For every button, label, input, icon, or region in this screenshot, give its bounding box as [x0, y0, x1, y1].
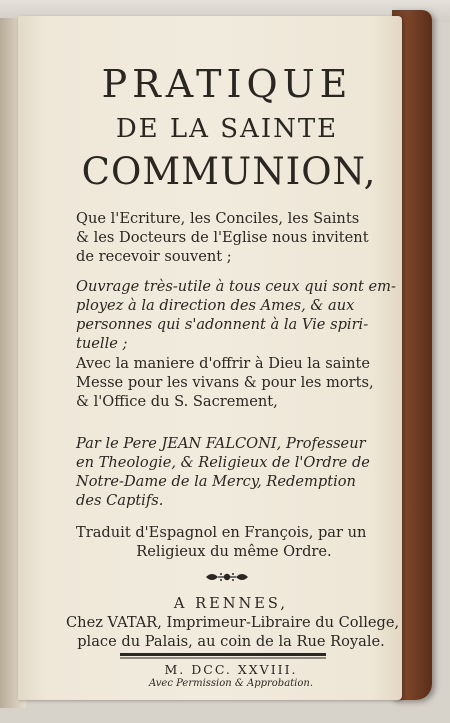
text-line: personnes qui s'adonnent à la Vie spiri- — [76, 316, 369, 333]
author-paragraph — [76, 434, 392, 510]
imprint-address: place du Palais, au coin de la Rue Royale. — [77, 633, 385, 650]
text-line: tuelle ; — [76, 335, 128, 352]
text-line: Messe pour les vivans & pour les morts, — [76, 374, 374, 391]
text-line: en Theologie, & Religieux de l'Ordre de — [76, 454, 370, 471]
text-line: de recevoir souvent ; — [76, 248, 232, 265]
permission-note: Avec Permission & Approbation. — [148, 678, 314, 689]
text-line: ployez à la direction des Ames, & aux — [76, 297, 355, 314]
text-line: Traduit d'Espagnol en François, par un — [76, 524, 367, 541]
text-line: Notre-Dame de la Mercy, Redemption — [76, 473, 356, 490]
text-line: Avec la maniere d'offrir à Dieu la sainte — [76, 355, 371, 372]
title-line-1: PRATIQUE — [101, 62, 353, 106]
text-line: Ouvrage très-utile à tous ceux qui sont em- — [76, 278, 396, 295]
divider-rule — [120, 653, 326, 659]
publication-date: M. DCC. XXVIII. — [164, 662, 298, 677]
text-line: Que l'Ecriture, les Conciles, les Saints — [76, 210, 360, 227]
title-page — [18, 16, 402, 700]
text-line: des Captifs. — [76, 492, 164, 509]
title-line-2: DE LA SAINTE — [115, 114, 339, 144]
imprint-city: A RENNES, — [173, 595, 289, 612]
translator-paragraph — [76, 523, 392, 561]
title-line-3: COMMUNION, — [81, 150, 377, 193]
text-line: & les Docteurs de l'Eglise nous invitent — [76, 229, 369, 246]
text-line: & l'Office du S. Sacrement, — [76, 393, 278, 410]
subtitle-paragraph — [76, 209, 392, 266]
text-line: Par le Pere JEAN FALCONI, Professeur — [76, 435, 366, 452]
text-line: Religieux du même Ordre. — [136, 543, 332, 560]
description-paragraph — [76, 277, 396, 353]
fleuron-ornament-icon — [204, 570, 250, 584]
imprint-printer: Chez VATAR, Imprimeur-Libraire du College, — [66, 614, 400, 631]
contents-paragraph — [76, 354, 392, 411]
